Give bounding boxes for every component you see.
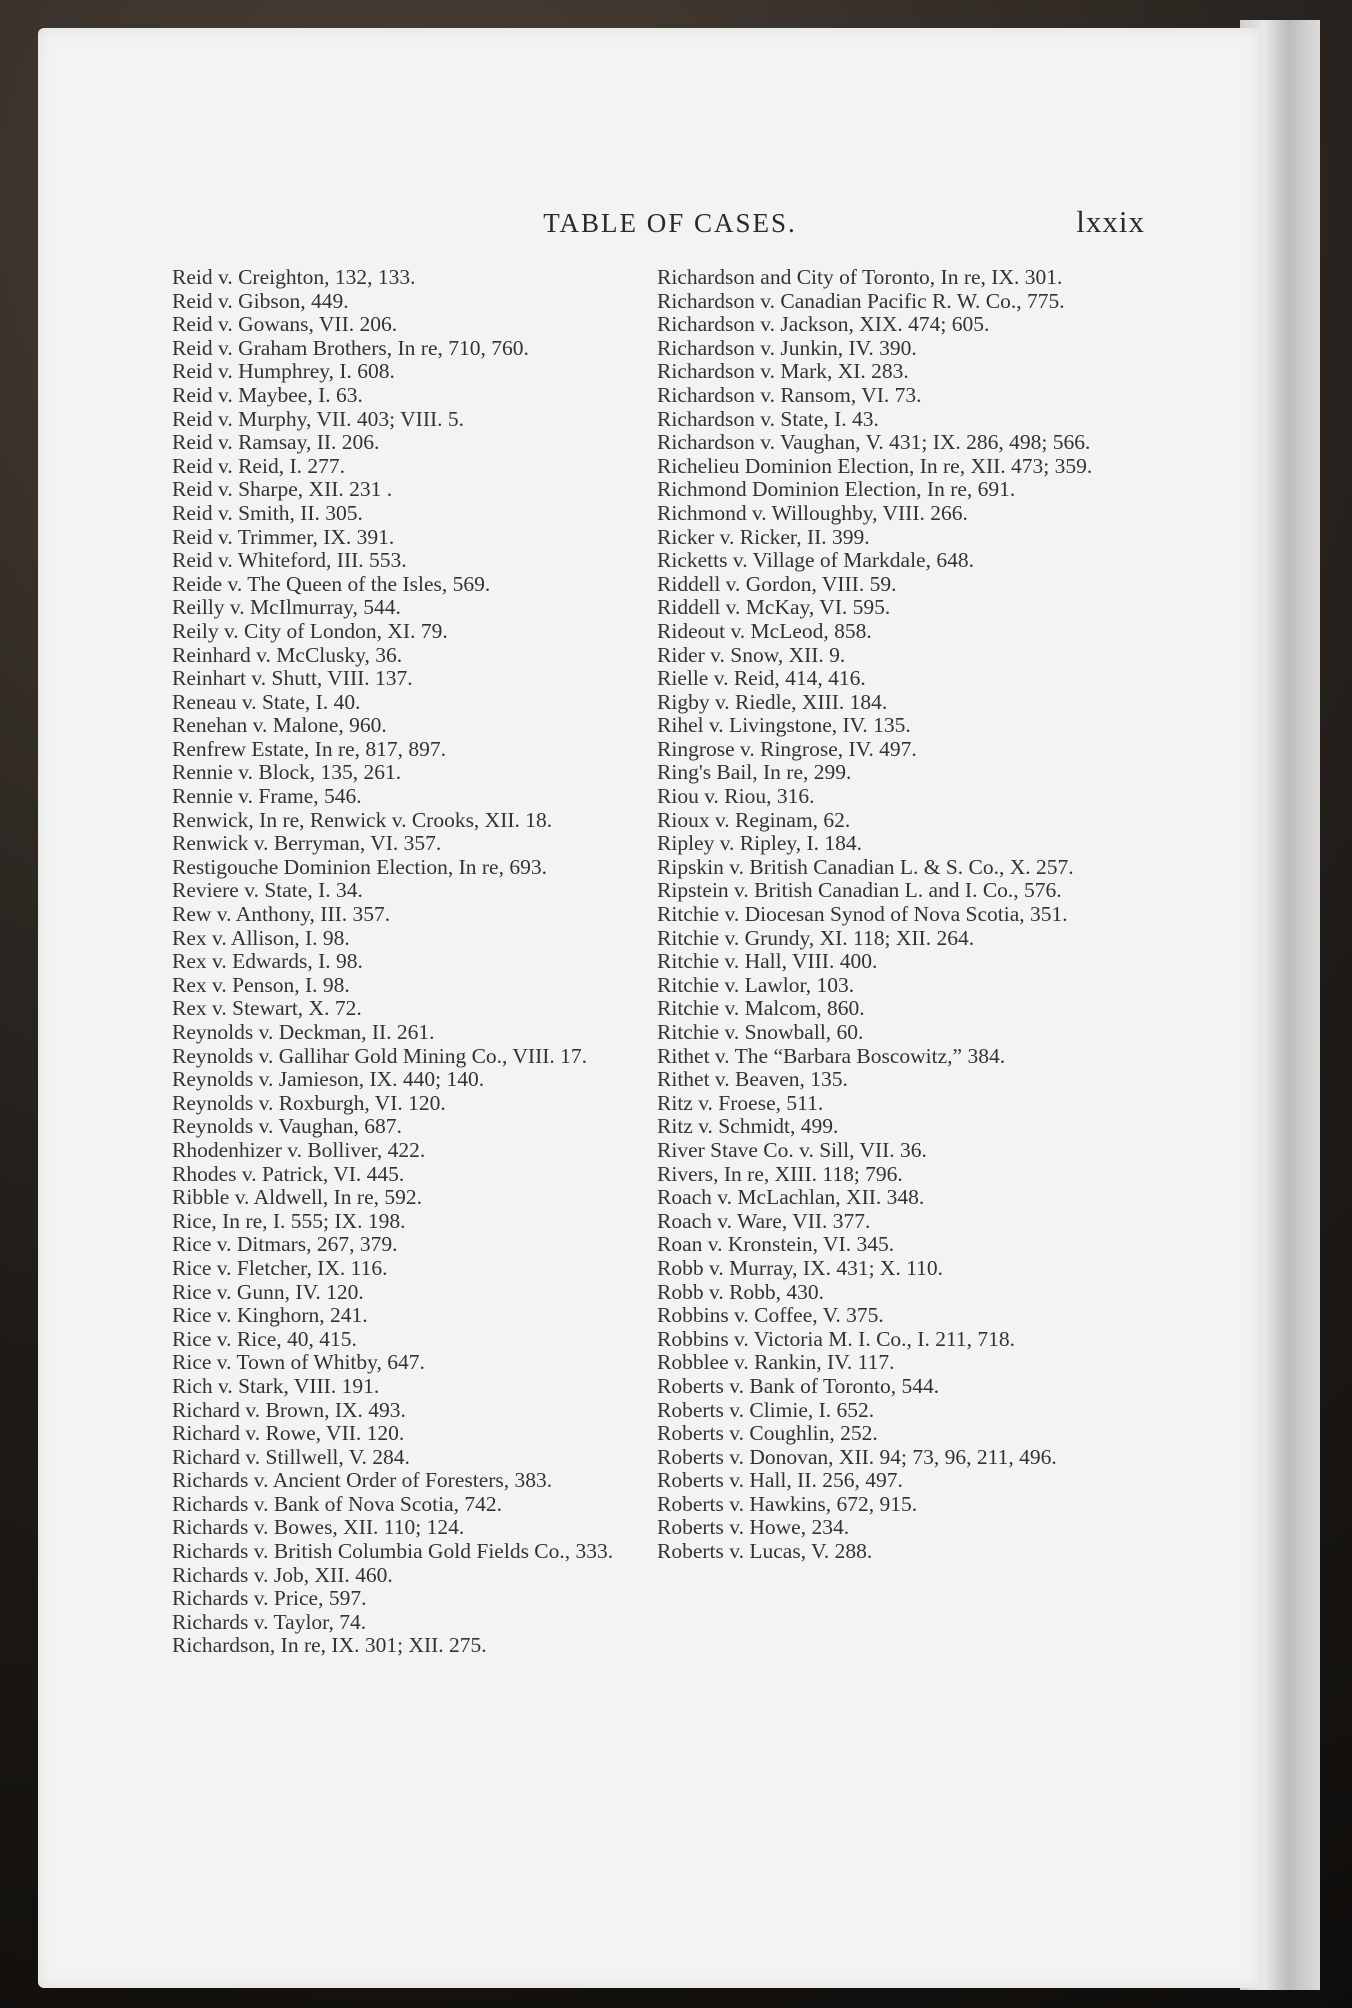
case-entry: Reid v. Graham Brothers, In re, 710, 760. xyxy=(172,335,529,360)
case-entry: Roberts v. Hall, II. 256, 497. xyxy=(657,1468,903,1493)
case-entry: Rice v. Rice, 40, 415. xyxy=(172,1326,357,1351)
case-entry: Rennie v. Frame, 546. xyxy=(172,784,362,809)
case-entry: Richard v. Brown, IX. 493. xyxy=(172,1397,406,1422)
case-entry: Richards v. Ancient Order of Foresters, 383. xyxy=(172,1468,553,1493)
case-entry: Richards v. British Columbia Gold Fields Co., 333. xyxy=(172,1539,614,1564)
case-entry: Roberts v. Climie, I. 652. xyxy=(657,1397,875,1422)
case-entry: Richardson v. Jackson, XIX. 474; 605. xyxy=(657,312,990,337)
case-entry: Rex v. Penson, I. 98. xyxy=(172,972,350,997)
case-entry: Ribble v. Aldwell, In re, 592. xyxy=(172,1185,423,1210)
case-entry: Richards v. Bank of Nova Scotia, 742. xyxy=(172,1491,503,1516)
case-entry: Reinhart v. Shutt, VIII. 137. xyxy=(172,666,413,691)
case-entry: Ritchie v. Malcom, 860. xyxy=(657,996,865,1021)
case-entry: Roach v. Ware, VII. 377. xyxy=(657,1208,871,1233)
case-entry: Richardson v. Mark, XI. 283. xyxy=(657,359,909,384)
case-entry: Reynolds v. Jamieson, IX. 440; 140. xyxy=(172,1067,485,1092)
case-entry: Ritchie v. Hall, VIII. 400. xyxy=(657,949,878,974)
case-entry: Reid v. Sharpe, XII. 231 . xyxy=(172,477,393,502)
case-entry: Rideout v. McLeod, 858. xyxy=(657,618,872,643)
case-entry: Reynolds v. Vaughan, 687. xyxy=(172,1114,402,1139)
case-entry: Robbins v. Victoria M. I. Co., I. 211, 718. xyxy=(657,1326,1016,1351)
case-entry: Rex v. Edwards, I. 98. xyxy=(172,949,363,974)
case-entry: Reid v. Smith, II. 305. xyxy=(172,500,363,525)
case-entry: Ring's Bail, In re, 299. xyxy=(657,760,852,785)
case-entry: Rex v. Stewart, X. 72. xyxy=(172,996,362,1021)
case-entry: Richardson, In re, IX. 301; XII. 275. xyxy=(172,1633,487,1658)
case-entry: Reneau v. State, I. 40. xyxy=(172,689,361,714)
case-entry: Reid v. Gibson, 449. xyxy=(172,288,349,313)
case-entry: Richards v. Job, XII. 460. xyxy=(172,1562,393,1587)
case-entry: Reinhard v. McClusky, 36. xyxy=(172,642,403,667)
case-entry: Ritchie v. Snowball, 60. xyxy=(657,1020,864,1044)
page-number: lxxix xyxy=(1076,204,1145,239)
case-entry: Reide v. The Queen of the Isles, 569. xyxy=(172,571,491,596)
case-entry: Rithet v. The “Barbara Boscowitz,” 384. xyxy=(657,1043,1006,1068)
case-entry: Rhodenhizer v. Bolliver, 422. xyxy=(172,1137,426,1162)
case-entry: Reid v. Trimmer, IX. 391. xyxy=(172,524,395,549)
case-entry: Rihel v. Livingstone, IV. 135. xyxy=(657,713,911,738)
case-entry: Riddell v. McKay, VI. 595. xyxy=(657,595,891,620)
case-entry: Richmond Dominion Election, In re, 691. xyxy=(657,477,1016,502)
case-entry: Rivers, In re, XIII. 118; 796. xyxy=(657,1161,903,1186)
case-entry: Rielle v. Reid, 414, 416. xyxy=(657,666,866,691)
case-entry: Renfrew Estate, In re, 817, 897. xyxy=(172,736,447,761)
case-entry: Rice v. Ditmars, 267, 379. xyxy=(172,1232,398,1257)
running-header-title: TABLE OF CASES. xyxy=(543,208,797,238)
case-entry: Richardson v. Vaughan, V. 431; IX. 286, 498; 566. xyxy=(657,430,1091,455)
case-entry: Roan v. Kronstein, VI. 345. xyxy=(657,1232,895,1257)
case-entry: Rice, In re, I. 555; IX. 198. xyxy=(172,1208,406,1233)
case-entry: Renwick, In re, Renwick v. Crooks, XII. 18. xyxy=(172,807,553,832)
case-entry: Richardson v. Junkin, IV. 390. xyxy=(657,335,917,360)
case-entry: Richardson v. Canadian Pacific R. W. Co., 775. xyxy=(657,288,1065,313)
case-entry: Ritchie v. Lawlor, 103. xyxy=(657,972,855,997)
case-entry: Renehan v. Malone, 960. xyxy=(172,713,387,738)
case-entry: Rider v. Snow, XII. 9. xyxy=(657,642,846,667)
case-entry: Richelieu Dominion Election, In re, XII. 473; 359. xyxy=(657,453,1093,478)
case-entry: Reid v. Humphrey, I. 608. xyxy=(172,359,395,384)
case-entry: Roberts v. Donovan, XII. 94; 73, 96, 211, 496. xyxy=(657,1444,1057,1469)
case-entry: Reynolds v. Deckman, II. 261. xyxy=(172,1020,435,1044)
case-entry: Rex v. Allison, I. 98. xyxy=(172,925,350,950)
case-entry: Roberts v. Bank of Toronto, 544. xyxy=(657,1373,940,1398)
case-entry: Roberts v. Coughlin, 252. xyxy=(657,1421,878,1446)
case-entry: Ritchie v. Diocesan Synod of Nova Scotia, 351. xyxy=(657,902,1068,927)
case-entry: Roberts v. Lucas, V. 288. xyxy=(657,1539,873,1564)
case-entry: Robblee v. Rankin, IV. 117. xyxy=(657,1350,895,1375)
case-entry: Restigouche Dominion Election, In re, 693. xyxy=(172,854,547,879)
case-entry: Roberts v. Howe, 234. xyxy=(657,1515,850,1540)
case-entry: Richardson v. State, I. 43. xyxy=(657,406,879,431)
case-entry: Robb v. Robb, 430. xyxy=(657,1279,825,1304)
case-entry: Ripstein v. British Canadian L. and I. Co., 576. xyxy=(657,878,1062,903)
case-entry: Richards v. Taylor, 74. xyxy=(172,1609,367,1634)
case-entry: Richard v. Stillwell, V. 284. xyxy=(172,1444,410,1469)
case-entry: Robbins v. Coffee, V. 375. xyxy=(657,1303,884,1328)
case-entry: Reid v. Creighton, 132, 133. xyxy=(172,265,416,289)
case-entry: Riddell v. Gordon, VIII. 59. xyxy=(657,571,897,596)
case-entry: Renwick v. Berryman, VI. 357. xyxy=(172,831,442,856)
case-entry: Richards v. Price, 597. xyxy=(172,1586,367,1611)
case-entry: Reviere v. State, I. 34. xyxy=(172,878,363,903)
case-entry: Reily v. City of London, XI. 79. xyxy=(172,618,448,643)
case-entry: River Stave Co. v. Sill, VII. 36. xyxy=(657,1137,927,1162)
case-entry: Reid v. Ramsay, II. 206. xyxy=(172,430,380,455)
case-entry: Rice v. Town of Whitby, 647. xyxy=(172,1350,425,1375)
case-entry: Reid v. Reid, I. 277. xyxy=(172,453,345,478)
right-column-case-list xyxy=(657,266,1113,1564)
case-entry: Reid v. Whiteford, III. 553. xyxy=(172,548,407,573)
case-entry: Riou v. Riou, 316. xyxy=(657,784,815,809)
case-entry: Roberts v. Hawkins, 672, 915. xyxy=(657,1491,918,1516)
case-entry: Robb v. Murray, IX. 431; X. 110. xyxy=(657,1255,944,1280)
case-entry: Reid v. Maybee, I. 63. xyxy=(172,382,363,407)
case-entry: Richards v. Bowes, XII. 110; 124. xyxy=(172,1515,465,1540)
case-entry: Ripskin v. British Canadian L. & S. Co., X. 257. xyxy=(657,854,1074,879)
case-entry: Rioux v. Reginam, 62. xyxy=(657,807,851,832)
case-entry: Reid v. Gowans, VII. 206. xyxy=(172,312,398,337)
case-entry: Richmond v. Willoughby, VIII. 266. xyxy=(657,500,968,525)
case-entry: Reynolds v. Gallihar Gold Mining Co., VIII. 17. xyxy=(172,1043,588,1068)
case-entry: Rice v. Kinghorn, 241. xyxy=(172,1303,368,1328)
case-entry: Reilly v. McIlmurray, 544. xyxy=(172,595,401,620)
case-entry: Ricketts v. Village of Markdale, 648. xyxy=(657,548,974,573)
case-entry: Ricker v. Ricker, II. 399. xyxy=(657,524,870,549)
case-entry: Richard v. Rowe, VII. 120. xyxy=(172,1421,405,1446)
case-entry: Rithet v. Beaven, 135. xyxy=(657,1067,848,1092)
case-entry: Ritz v. Schmidt, 499. xyxy=(657,1114,839,1139)
case-entry: Rew v. Anthony, III. 357. xyxy=(172,902,391,927)
case-entry: Rich v. Stark, VIII. 191. xyxy=(172,1373,380,1398)
case-entry: Rhodes v. Patrick, VI. 445. xyxy=(172,1161,405,1186)
case-entry: Richardson and City of Toronto, In re, IX. 301. xyxy=(657,265,1063,289)
case-entry: Rice v. Gunn, IV. 120. xyxy=(172,1279,364,1304)
case-entry: Rennie v. Block, 135, 261. xyxy=(172,760,402,785)
case-entry: Roach v. McLachlan, XII. 348. xyxy=(657,1185,925,1210)
case-entry: Reynolds v. Roxburgh, VI. 120. xyxy=(172,1090,446,1115)
case-entry: Reid v. Murphy, VII. 403; VIII. 5. xyxy=(172,406,465,431)
case-entry: Rigby v. Riedle, XIII. 184. xyxy=(657,689,888,714)
case-entry: Ringrose v. Ringrose, IV. 497. xyxy=(657,736,917,761)
case-entry: Ripley v. Ripley, I. 184. xyxy=(657,831,863,856)
case-entry: Ritz v. Froese, 511. xyxy=(657,1090,824,1115)
case-entry: Richardson v. Ransom, VI. 73. xyxy=(657,382,922,407)
case-entry: Ritchie v. Grundy, XI. 118; XII. 264. xyxy=(657,925,975,950)
case-entry: Rice v. Fletcher, IX. 116. xyxy=(172,1255,388,1280)
left-column-case-list xyxy=(172,266,627,1658)
